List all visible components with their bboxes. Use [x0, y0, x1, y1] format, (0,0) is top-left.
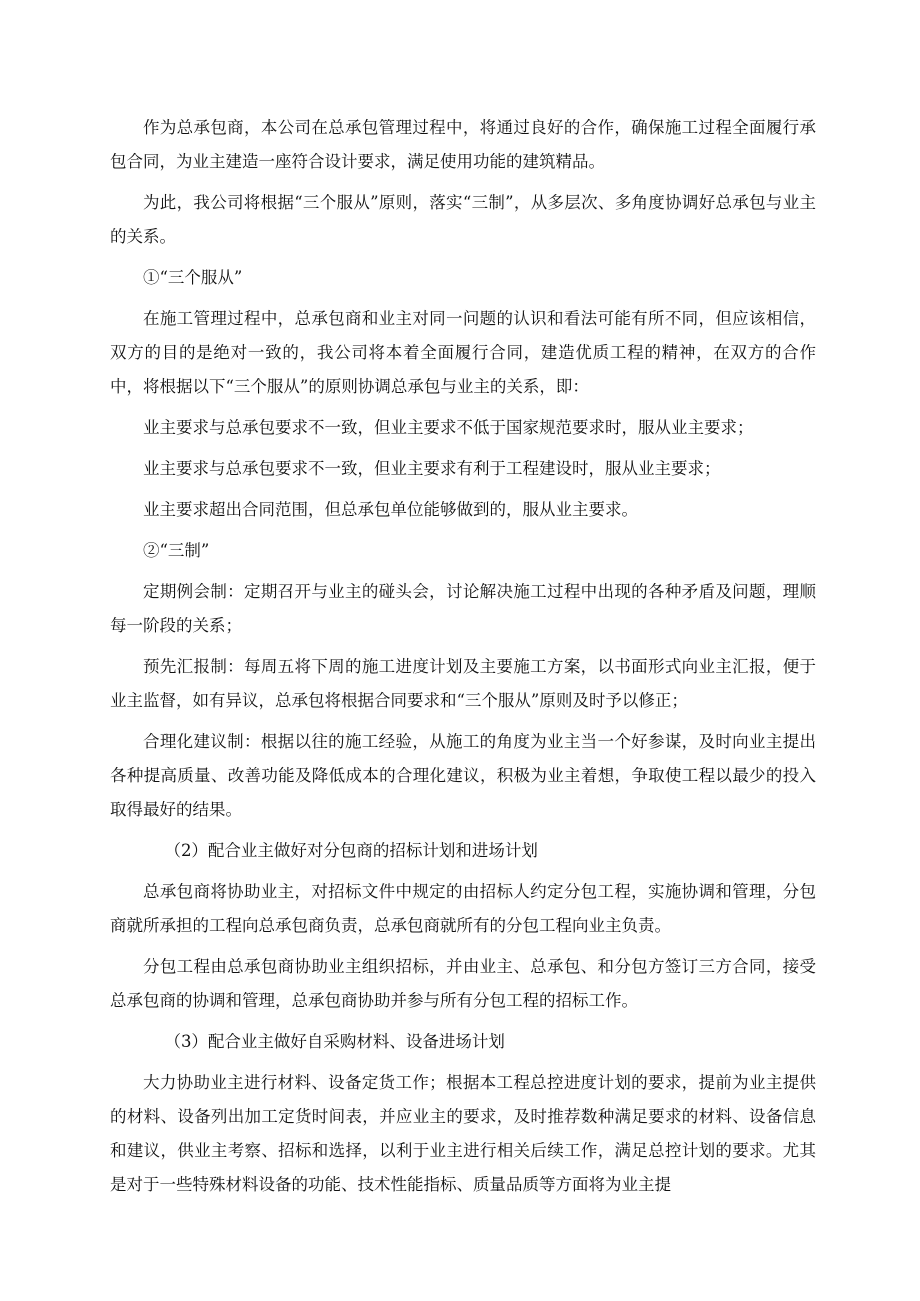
paragraph-regular-meeting: 定期例会制：定期召开与业主的碰头会，讨论解决施工过程中出现的各种矛盾及问题，理顺每一阶段的关系； — [110, 582, 816, 635]
paragraph-subcontract-coordination: 总承包商将协助业主，对招标文件中规定的由招标人约定分包工程，实施协调和管理，分包商就所承担的工程向总承包商负责，总承包商就所有的分包工程向业主负责。 — [110, 882, 816, 935]
paragraph-rational-advice: 合理化建议制：根据以往的施工经验，从施工的角度为业主当一个好参谋，及时向业主提出各种提高质量、改善功能及降低成本的合理化建议，积极为业主着想，争取使工程以最少的投入取得最好的结果。 — [110, 732, 816, 819]
paragraph-principle: 为此，我公司将根据“三个服从”原则，落实“三制”，从多层次、多角度协调好总承包与业主的关系。 — [110, 193, 816, 246]
paragraph-management: 在施工管理过程中，总承包商和业主对同一问题的认识和看法可能有所不同，但应该相信，双方的目的是绝对一致的，我公司将本着全面履行合同，建造优质工程的精神，在双方的合作中，将根据以下“三个服从”的原则协调总承包与业主的关系，即： — [110, 309, 816, 396]
section-heading-three-obey: ①“三个服从” — [143, 268, 243, 287]
section-heading-three-systems: ②“三制” — [143, 541, 210, 560]
list-item-obey-2: 业主要求与总承包要求不一致，但业主要求有利于工程建设时，服从业主要求； — [143, 459, 721, 478]
paragraph-advance-report: 预先汇报制：每周五将下周的施工进度计划及主要施工方案，以书面形式向业主汇报，便于业主监督，如有异议，总承包将根据合同要求和“三个服从”原则及时予以修正； — [110, 657, 816, 710]
paragraph-materials: 大力协助业主进行材料、设备定货工作；根据本工程总控进度计划的要求，提前为业主提供的材料、设备列出加工定货时间表，并应业主的要求，及时推荐数种满足要求的材料、设备信息和建议，供业主考察、招标和选择，以利于业主进行相关后续工作，满足总控计划的要求。尤其是对于一些特殊材料设备的功能、技术性能指标、质量品质等方面将为业主提 — [110, 1073, 816, 1194]
list-item-obey-1: 业主要求与总承包要求不一致，但业主要求不低于国家规范要求时，服从业主要求； — [143, 418, 754, 437]
section-heading-materials: （3）配合业主做好自采购材料、设备进场计划 — [164, 1032, 505, 1051]
list-item-obey-3: 业主要求超出合同范围，但总承包单位能够做到的，服从业主要求。 — [143, 500, 638, 519]
paragraph-intro: 作为总承包商，本公司在总承包管理过程中，将通过良好的合作，确保施工过程全面履行承包合同，为业主建造一座符合设计要求，满足使用功能的建筑精品。 — [110, 118, 816, 171]
section-heading-subcontract: （2）配合业主做好对分包商的招标计划和进场计划 — [164, 841, 538, 860]
paragraph-subcontract-bidding: 分包工程由总承包商协助业主组织招标，并由业主、总承包、和分包方签订三方合同，接受总承包商的协调和管理，总承包商协助并参与所有分包工程的招标工作。 — [110, 957, 816, 1010]
document-body — [110, 111, 816, 1209]
